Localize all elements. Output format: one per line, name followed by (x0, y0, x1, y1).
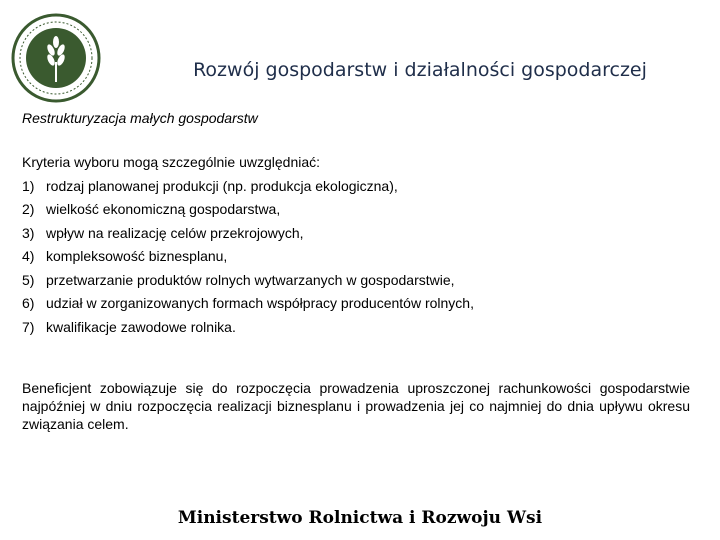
list-item-text: kompleksowość biznesplanu, (46, 248, 228, 264)
section-subtitle: Restrukturyzacja małych gospodarstw (22, 110, 258, 126)
list-item (22, 222, 702, 246)
list-item-text: kwalifikacje zawodowe rolnika. (46, 318, 236, 335)
list-item (22, 269, 702, 293)
list-item-text: wpływ na realizację celów przekrojowych, (46, 224, 304, 241)
ministry-footer: Ministerstwo Rolnictwa i Rozwoju Wsi (177, 508, 543, 528)
list-item-number: 1) (22, 177, 35, 194)
list-item (22, 175, 702, 199)
criteria-list (22, 175, 702, 340)
list-item (22, 316, 702, 340)
list-item (22, 292, 702, 316)
list-item (22, 245, 702, 269)
list-item (22, 198, 702, 222)
ministry-seal-icon (10, 12, 102, 104)
criteria-block (22, 151, 702, 339)
list-item-text: przetwarzanie produktów rolnych wytwarzanych w gospodarstwie, (46, 271, 455, 288)
list-item-number: 5) (22, 271, 35, 288)
list-item-text: wielkość ekonomiczną gospodarstwa, (46, 201, 281, 217)
list-item-text: rodzaj planowanej produkcji (np. produkcja ekologiczna), (46, 177, 398, 194)
list-item-text: udział w zorganizowanych formach współpracy producentów rolnych, (46, 295, 474, 311)
list-item-number: 3) (22, 224, 35, 241)
list-item-number: 7) (22, 318, 35, 335)
list-item-number: 6) (22, 295, 35, 311)
page-title: Rozwój gospodarstw i działalności gospodarczej (193, 59, 647, 81)
list-item-number: 2) (22, 201, 35, 217)
list-item-number: 4) (22, 248, 35, 264)
criteria-heading: Kryteria wyboru mogą szczególnie uwzględniać: (22, 154, 321, 170)
beneficiary-paragraph: Beneficjent zobowiązuje się do rozpoczęcia prowadzenia uproszczonej rachunkowości gospodarstwie najpóźniej w dniu rozpoczęcia realizacji biznesplanu i prowadzenia jej co najmniej do dnia upływu okresu związania celem. (22, 380, 690, 432)
